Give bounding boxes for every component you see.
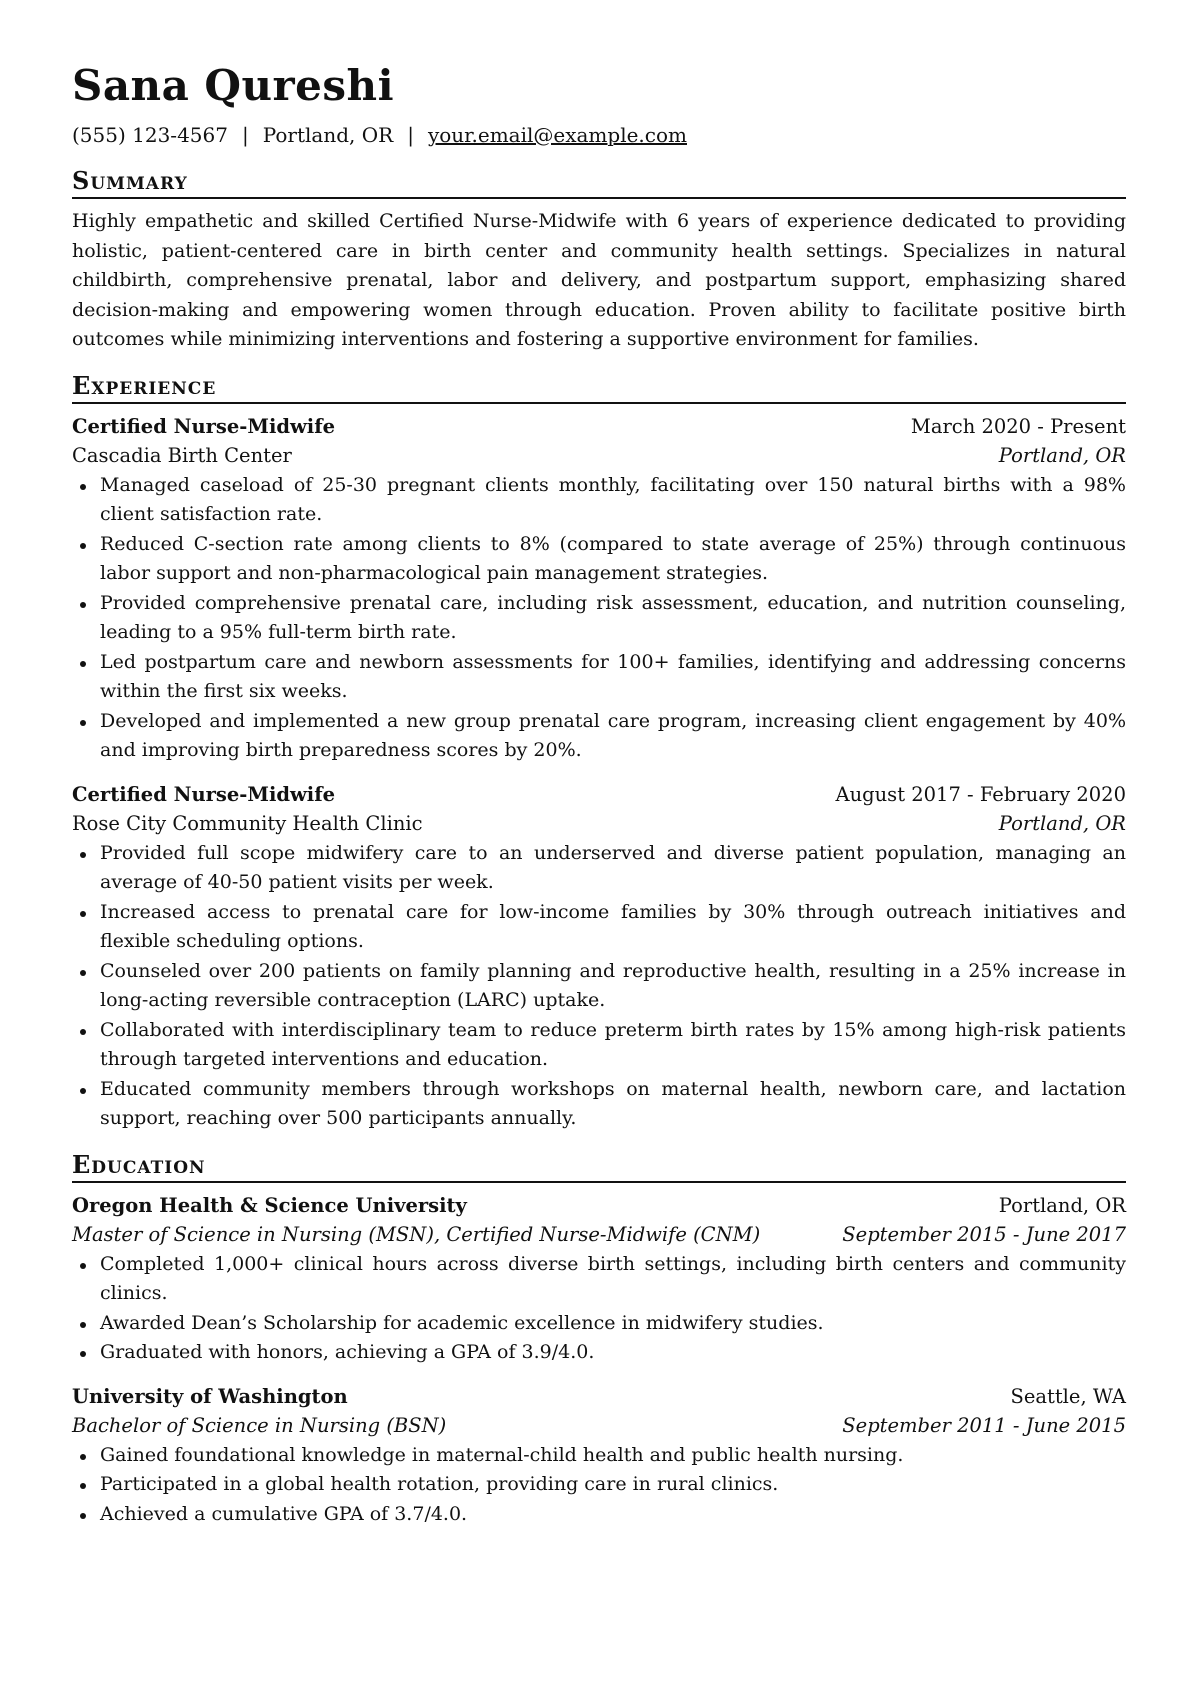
degree-name: Master of Science in Nursing (MSN), Certified Nurse-Midwife (CNM) [72, 1223, 761, 1246]
institution-location: Portland, OR [998, 1193, 1126, 1217]
job-bullets [72, 839, 1126, 1134]
bullet-item: Developed and implemented a new group prenatal care program, increasing client engagement by 40% and improving birth preparedness scores by 20%. [72, 707, 1126, 766]
summary-text: Highly empathetic and skilled Certified Nurse-Midwife with 6 years of experience dedicated to providing holistic, patient-centered care in birth center and community health settings. Specializes in natural childbirth, comprehensive prenatal, labor and delivery, and postpartum support, emphasizing shared decision-making and empowering women through education. Proven ability to facilitate positive birth outcomes while minimizing interventions and fostering a supportive environment for families. [72, 210, 1126, 350]
entry-subheader-row [72, 441, 1126, 471]
job-role: Certified Nurse-Midwife [72, 414, 335, 438]
entry-header-row [72, 1191, 1126, 1221]
education-entry [72, 1191, 1126, 1368]
bullet-item: Completed 1,000+ clinical hours across diverse birth settings, including birth centers and community clinics. [72, 1250, 1126, 1309]
bullet-item: Participated in a global health rotation, providing care in rural clinics. [72, 1470, 1126, 1500]
entry-subheader-row [72, 1220, 1126, 1250]
experience-entry [72, 412, 1126, 766]
institution-name: University of Washington [72, 1384, 348, 1408]
bullet-item: Increased access to prenatal care for low-income families by 30% through outreach initiatives and flexible scheduling options. [72, 898, 1126, 957]
bullet-item: Educated community members through workshops on maternal health, newborn care, and lactation support, reaching over 500 participants annually. [72, 1075, 1126, 1134]
entry-subheader-row [72, 809, 1126, 839]
job-location: Portland, OR [998, 812, 1126, 835]
bullet-item: Counseled over 200 patients on family planning and reproductive health, resulting in a 25% increase in long-acting reversible contraception (LARC) uptake. [72, 957, 1126, 1016]
education-dates: September 2015 - June 2017 [842, 1223, 1126, 1246]
entry-header-row [72, 780, 1126, 810]
bullet-item: Graduated with honors, achieving a GPA of 3.9/4.0. [72, 1338, 1126, 1368]
education-entry [72, 1382, 1126, 1530]
contact-line [72, 120, 1126, 150]
institution-name: Oregon Health & Science University [72, 1193, 467, 1217]
contact-separator: | [241, 123, 249, 147]
email-link[interactable]: your.email@example.com [427, 123, 687, 147]
summary-heading: Summary [72, 166, 1126, 199]
candidate-name: Sana Qureshi [72, 61, 395, 110]
resume-page [72, 56, 1126, 1529]
degree-name: Bachelor of Science in Nursing (BSN) [72, 1414, 447, 1437]
entry-header-row [72, 1382, 1126, 1412]
job-dates: August 2017 - February 2020 [835, 782, 1126, 806]
bullet-item: Achieved a cumulative GPA of 3.7/4.0. [72, 1500, 1126, 1530]
job-organization: Cascadia Birth Center [72, 444, 292, 467]
bullet-item: Provided comprehensive prenatal care, including risk assessment, education, and nutrition counseling, leading to a 95% full-term birth rate. [72, 589, 1126, 648]
entry-subheader-row [72, 1411, 1126, 1441]
bullet-item: Provided full scope midwifery care to an underserved and diverse patient population, managing an average of 40-50 patient visits per week. [72, 839, 1126, 898]
education-dates: September 2011 - June 2015 [842, 1414, 1126, 1437]
education-heading: Education [72, 1150, 1126, 1183]
education-bullets [72, 1441, 1126, 1530]
phone-number: (555) 123-4567 [72, 123, 228, 147]
job-role: Certified Nurse-Midwife [72, 782, 335, 806]
job-bullets [72, 471, 1126, 766]
bullet-item: Awarded Dean’s Scholarship for academic excellence in midwifery studies. [72, 1309, 1126, 1339]
bullet-item: Led postpartum care and newborn assessments for 100+ families, identifying and addressing concerns within the first six weeks. [72, 648, 1126, 707]
bullet-item: Managed caseload of 25-30 pregnant clients monthly, facilitating over 150 natural births with a 98% client satisfaction rate. [72, 471, 1126, 530]
contact-separator: | [407, 123, 414, 147]
education-bullets [72, 1250, 1126, 1368]
experience-heading: Experience [72, 371, 1126, 404]
job-dates: March 2020 - Present [910, 414, 1126, 438]
entry-header-row [72, 412, 1126, 442]
job-organization: Rose City Community Health Clinic [72, 812, 423, 835]
institution-location: Seattle, WA [1010, 1384, 1126, 1408]
job-location: Portland, OR [998, 444, 1126, 467]
experience-entry [72, 780, 1126, 1134]
bullet-item: Reduced C-section rate among clients to 8% (compared to state average of 25%) through continuous labor support and non-pharmacological pain management strategies. [72, 530, 1126, 589]
bullet-item: Collaborated with interdisciplinary team to reduce preterm birth rates by 15% among high-risk patients through targeted interventions and education. [72, 1016, 1126, 1075]
location: Portland, OR [262, 123, 394, 147]
bullet-item: Gained foundational knowledge in maternal-child health and public health nursing. [72, 1441, 1126, 1471]
